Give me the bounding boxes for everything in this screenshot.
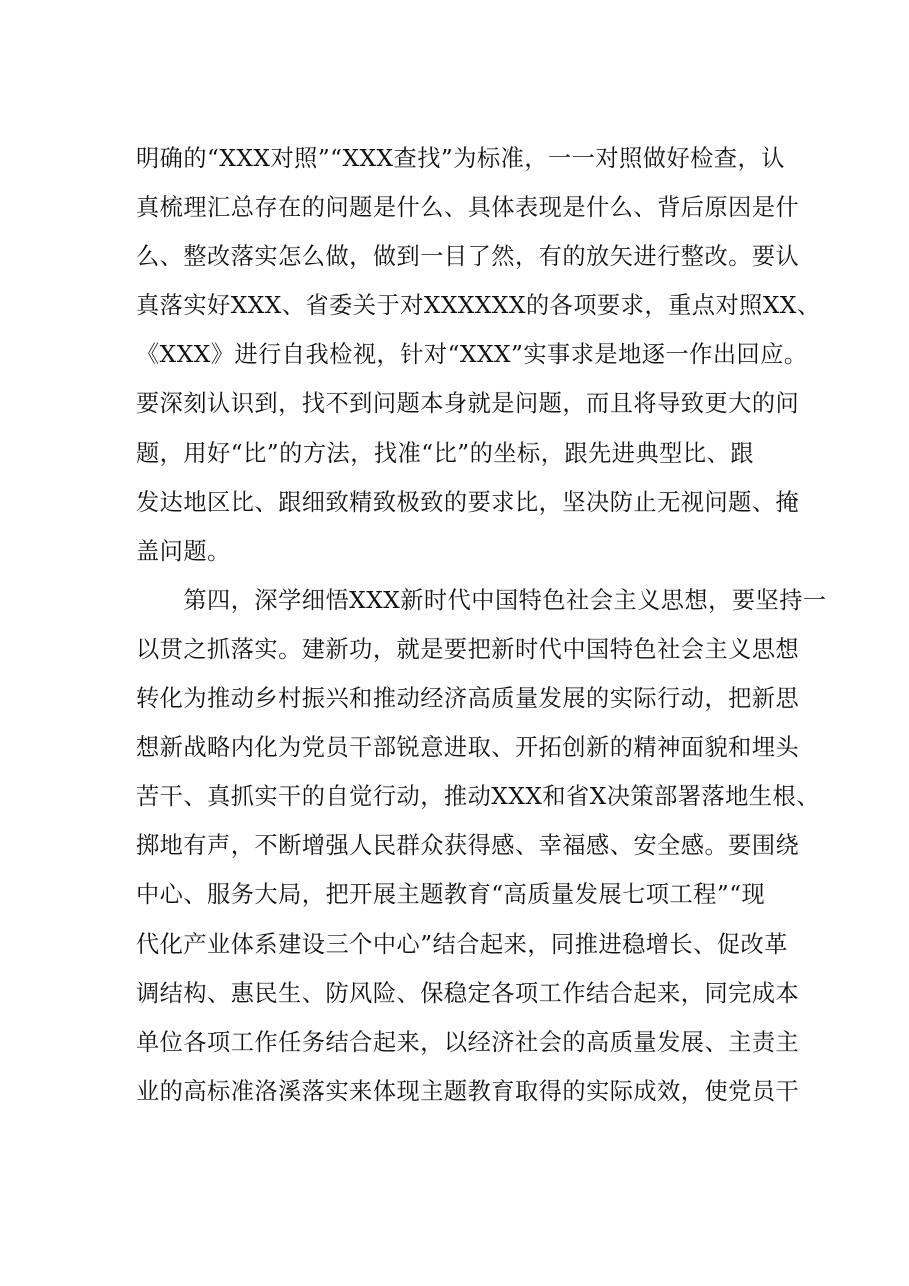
text-line: 想新战略内化为党员干部锐意进取、开拓创新的精神面貌和埋头	[136, 734, 800, 762]
text-line: 调结构、惠民生、防风险、保稳定各项工作结合起来，同完成本	[136, 979, 800, 1007]
text-line: 发达地区比、跟细致精致极致的要求比，坚决防止无视问题、掩	[136, 488, 800, 516]
text-line: 真梳理汇总存在的问题是什么、具体表现是什么、背后原因是什	[136, 194, 800, 222]
text-line: 业的高标准洛溪落实来体现主题教育取得的实际成效，使党员干	[136, 1077, 800, 1105]
text-line: 要深刻认识到，找不到问题本身就是问题，而且将导致更大的问	[136, 390, 800, 418]
text-line: 真落实好XXX、省委关于对XXXXXX的各项要求，重点对照XX、	[136, 292, 821, 320]
text-line: 单位各项工作任务结合起来，以经济社会的高质量发展、主责主	[136, 1028, 800, 1056]
text-line: 盖问题。	[136, 537, 231, 565]
text-line: 转化为推动乡村振兴和推动经济高质量发展的实际行动，把新思	[136, 685, 800, 713]
text-line: 《XXX》进行自我检视，针对“XXX”实事求是地逐一作出回应。	[136, 341, 808, 369]
document-body-text	[136, 134, 826, 1116]
text-line: 苦干、真抓实干的自觉行动，推动XXX和省X决策部署落地生根、	[136, 783, 820, 811]
text-line: 以贯之抓落实。建新功，就是要把新时代中国特色社会主义思想	[136, 635, 800, 663]
text-line: 题，用好“比”的方法，找准“比”的坐标，跟先进典型比、跟	[136, 439, 754, 467]
text-line: 明确的“XXX对照”“XXX查找”为标准，一一对照做好检查，认	[136, 145, 785, 172]
text-line: 中心、服务大局，把开展主题教育“高质量发展七项工程”“现	[136, 881, 766, 909]
text-line: 么、整改落实怎么做，做到一目了然，有的放矢进行整改。要认	[136, 243, 800, 271]
text-line: 第四，深学细悟XXX新时代中国特色社会主义思想，要坚持一	[136, 586, 827, 614]
text-line: 掷地有声，不断增强人民群众获得感、幸福感、安全感。要围绕	[136, 832, 800, 860]
text-line: 代化产业体系建设三个中心”结合起来，同推进稳增长、促改革	[136, 930, 788, 958]
